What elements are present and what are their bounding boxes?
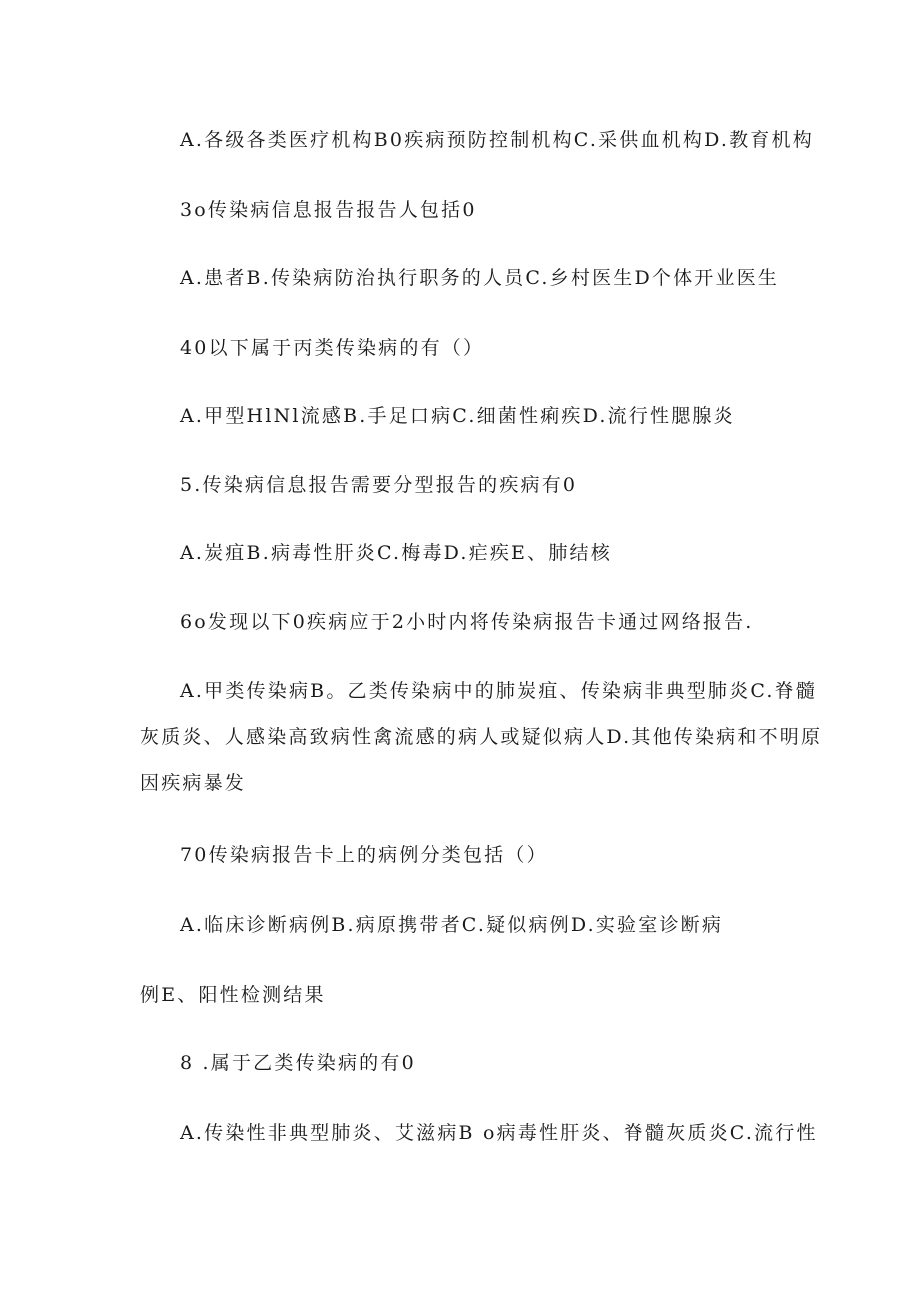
option-line-q8: A.传染性非典型肺炎、艾滋病B o病毒性肝炎、脊髓灰质炎C.流行性 [180, 1122, 818, 1144]
question-7: 70传染病报告卡上的病例分类包括（） [180, 844, 548, 866]
question-6: 6o发现以下0疾病应于2小时内将传染病报告卡通过网络报告. [180, 611, 754, 633]
option-line-q6-part3: 因疾病暴发 [140, 772, 247, 794]
question-3: 3o传染病信息报告报告人包括0 [180, 199, 477, 221]
option-line-q7-part2: 例E、阳性检测结果 [140, 984, 326, 1006]
option-line-q6-part1: A.甲类传染病B。乙类传染病中的肺炭疽、传染病非典型肺炎C.脊髓 [180, 680, 818, 702]
option-line-q5: A.炭疽B.病毒性肝炎C.梅毒D.疟疾E、肺结核 [180, 542, 612, 564]
question-5: 5.传染病信息报告需要分型报告的疾病有0 [180, 474, 578, 496]
option-line-q4: A.甲型HlNl流感B.手足口病C.细菌性痢疾D.流行性腮腺炎 [180, 405, 735, 427]
option-line-q7-part1: A.临床诊断病例B.病原携带者C.疑似病例D.实验室诊断病 [180, 914, 724, 936]
question-8: 8 .属于乙类传染病的有0 [180, 1052, 416, 1074]
option-line-q2: A.各级各类医疗机构B0疾病预防控制机构C.采供血机构D.教育机构 [180, 129, 814, 151]
option-line-q3: A.患者B.传染病防治执行职务的人员C.乡村医生D个体开业医生 [180, 267, 780, 289]
question-4: 40以下属于丙类传染病的有（） [180, 337, 485, 359]
option-line-q6-part2: 灰质炎、人感染高致病性禽流感的病人或疑似病人D.其他传染病和不明原 [140, 726, 823, 748]
